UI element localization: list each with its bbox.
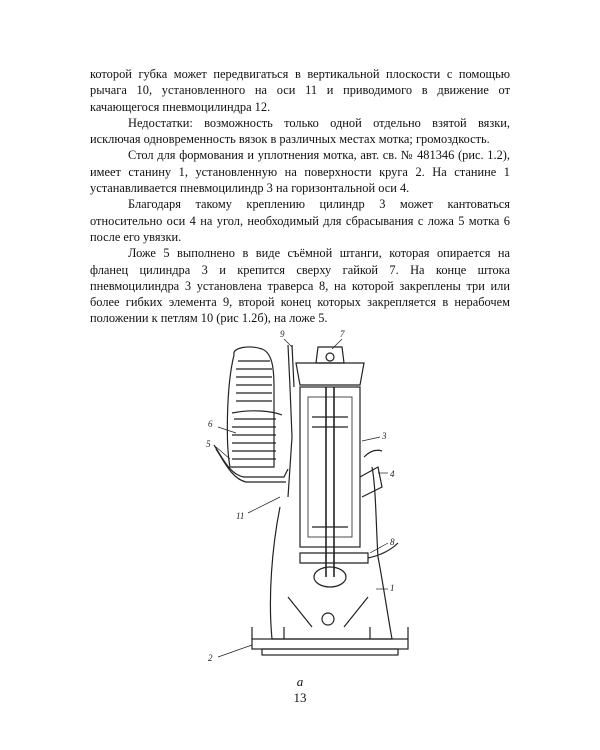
page-number: 13 [293,690,307,705]
paragraph-drawbacks: Недостатки: возможность только одной отдельно взятой вязки, исключая одновременность вязок в различных местах мотка; громоздкость. [90,115,510,147]
paragraph-cylinder-mount: Благодаря такому креплению цилиндр 3 может кантоваться относительно оси 4 на угол, необходимый для сбрасывания с ложа 5 мотка 6 после его увязки. [90,197,510,244]
paragraph-table-description: Стол для формования и уплотнения мотка, авт. св. № 481346 (рис. 1.2), имеет станину 1, установленную на поверхности круга 2. На станине 1 устанавливается пневмоцилиндр 3 на горизонтальной оси 4. [90,148,510,196]
callout-6: 6 [208,419,213,429]
callout-4: 4 [390,469,395,479]
mechanism-drawing [192,327,417,675]
callout-11: 11 [236,511,245,521]
body-text [90,66,510,327]
base-plate [252,639,408,649]
callout-2: 2 [208,653,213,663]
paragraph-bed-description: Ложе 5 выполнено в виде съёмной штанги, которая опирается на фланец цилиндра 3 и крепится сверху гайкой 7. На конце штока пневмоцилиндра 3 установлена траверса 8, на которой закреплены три или более гибких элемента 9, второй конец которых закрепляется в нерабочем положении к петлям 10 (рис 1.2б), на ложе 5. [90,246,510,326]
top-nut [296,363,364,385]
callout-7: 7 [340,329,345,339]
pneumatic-cylinder [300,387,360,547]
callout-3: 3 [382,431,387,441]
flexible-element [288,345,292,497]
axis-bracket [360,467,382,497]
callout-1: 1 [390,583,395,593]
coil-bundle [227,347,282,467]
callout-9: 9 [280,329,285,339]
bed-rod [214,445,288,477]
callout-8: 8 [390,537,395,547]
figure-caption: а [296,674,304,689]
technical-drawing-figure [192,327,417,675]
callout-5: 5 [206,439,211,449]
paragraph-continuation: которой губка может передвигаться в вертикальной плоскости с помощью рычага 10, установленного на оси 11 и приводимого в движение от качающегося пневмоцилиндра 12. [90,67,510,114]
